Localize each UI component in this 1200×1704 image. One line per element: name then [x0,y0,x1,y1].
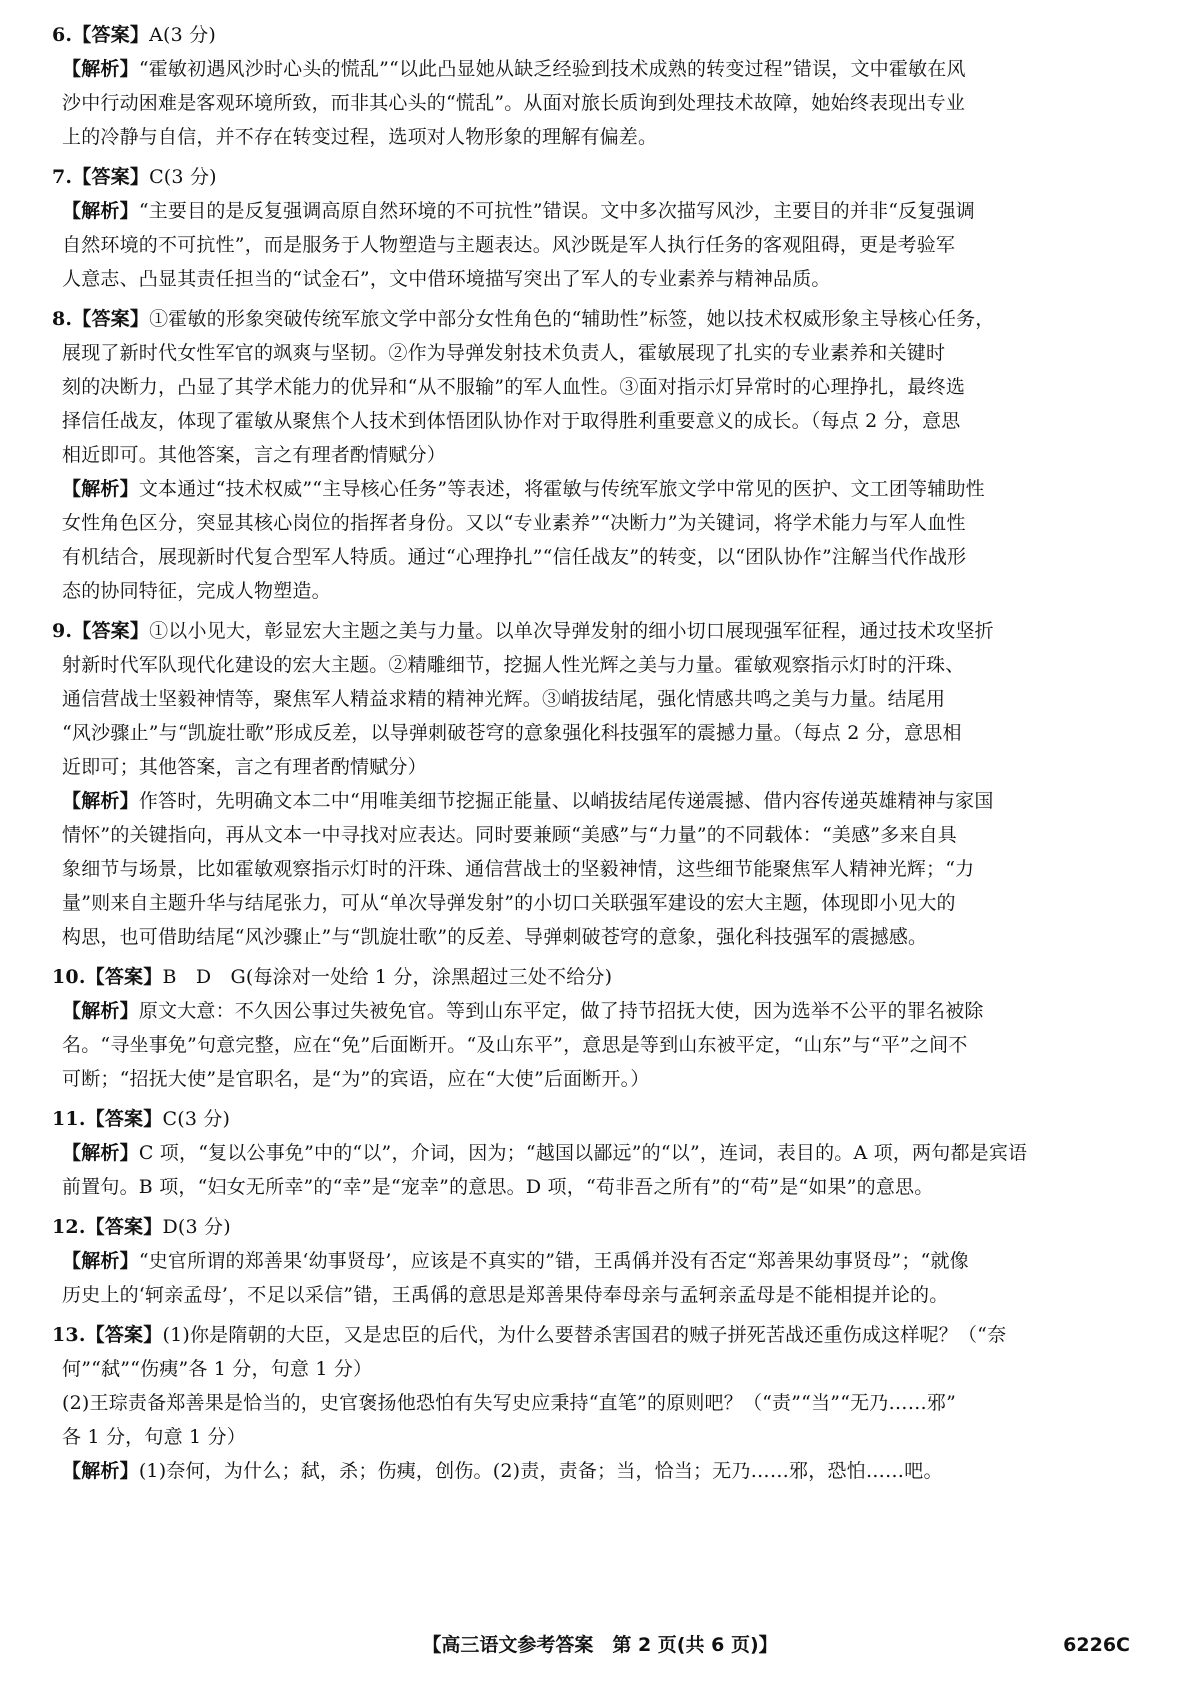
answer-text: (1)你是隋朝的大臣，又是忠臣的后代，为什么要替杀害国君的贼子拼死苦战还重伤成这样呢？（“奈 [162,1324,1007,1346]
answer-tag: 【答案】 [72,166,150,188]
analysis-text: 可断；“招抚大使”是官职名，是“为”的宾语，应在“大使”后面断开。） [62,1068,650,1090]
analysis-text: 女性角色区分，突显其核心岗位的指挥者身份。又以“专业素养”“决断力”为关键词，将学术能力与军人血性 [62,512,966,534]
question-number: 8. [52,308,73,330]
question-number: 12. [52,1216,86,1238]
analysis-text: (1)奈何，为什么；弑，杀；伤痍，创伤。(2)责，责备；当，恰当；无乃……邪，恐怕……吧。 [138,1460,943,1482]
analysis-text: 作答时，先明确文本二中“用唯美细节挖掘正能量、以峭拔结尾传递震撼、借内容传递英雄精神与家国 [138,790,994,812]
answer-text: 相近即可。其他答案，言之有理者酌情赋分） [62,444,447,466]
question-number: 6. [52,24,73,46]
analysis-tag: 【解析】 [62,1460,139,1482]
analysis-text: “主要目的是反复强调高原自然环境的不可抗性”错误。文中多次描写风沙，主要目的并非“反复强调 [138,200,975,222]
question-item [52,614,1162,960]
question-item [52,960,1162,1102]
answer-text: 近即可；其他答案，言之有理者酌情赋分） [62,756,427,778]
question-number: 11. [52,1108,86,1130]
analysis-tag: 【解析】 [62,790,139,812]
footer-title: 【高三语文参考答案 第 2 页(共 6 页)】 [422,1634,778,1656]
answer-line [52,1420,1162,1454]
analysis-text: 象细节与场景，比如霍敏观察指示灯时的汗珠、通信营战士的坚毅神情，这些细节能聚焦军人精神光辉；“力 [62,858,975,880]
question-number: 9. [52,620,73,642]
item-gap [52,1488,1162,1494]
answer-tag: 【答案】 [85,1216,163,1238]
analysis-text: 量”则来自主题升华与结尾张力，可从“单次导弹发射”的小切口关联强军建设的宏大主题，体现即小见大的 [62,892,956,914]
answer-tag: 【答案】 [85,1324,163,1346]
analysis-text: 态的协同特征，完成人物塑造。 [62,580,331,602]
analysis-line [52,920,1162,954]
analysis-text: 上的冷静与自信，并不存在转变过程，选项对人物形象的理解有偏差。 [62,126,658,148]
answer-line-first [52,1102,1162,1136]
page-footer [0,1628,1200,1662]
analysis-text: 有机结合，展现新时代复合型军人特质。通过“心理挣扎”“信任战友”的转变，以“团队协作”注解当代作战形 [62,546,967,568]
answer-line-first [52,1210,1162,1244]
answer-page [52,18,1162,1618]
analysis-text: 文本通过“技术权威”“主导核心任务”等表述，将霍敏与传统军旅文学中常见的医护、文工团等辅助性 [138,478,985,500]
answer-text: 刻的决断力，凸显了其学术能力的优异和“从不服输”的军人血性。③面对指示灯异常时的心理挣扎，最终选 [62,376,966,398]
question-item [52,1210,1162,1318]
answer-line [52,370,1162,404]
analysis-text: “史官所谓的郑善果‘幼事贤母’，应该是不真实的”错，王禹偁并没有否定“郑善果幼事贤母”；“就像 [138,1250,969,1272]
analysis-line-first [52,1136,1162,1170]
analysis-text: 自然环境的不可抗性”，而是服务于人物塑造与主题表达。风沙既是军人执行任务的客观阻碍，更是考验军 [62,234,956,256]
answer-text: B D G(每涂对一处给 1 分，涂黑超过三处不给分) [162,966,613,988]
analysis-line [52,1028,1162,1062]
answer-text: 何”“弑”“伤痍”各 1 分，句意 1 分） [62,1358,373,1380]
answer-text: 展现了新时代女性军官的飒爽与坚韧。②作为导弹发射技术负责人，霍敏展现了扎实的专业素养和关键时 [62,342,946,364]
analysis-text: 原文大意：不久因公事过失被免官。等到山东平定，做了持节招抚大使，因为选举不公平的罪名被除 [138,1000,984,1022]
analysis-line [52,818,1162,852]
analysis-text: 前置句。B 项，“妇女无所幸”的“幸”是“宠幸”的意思。D 项，“苟非吾之所有”的“苟”是“如果”的意思。 [62,1176,934,1198]
analysis-line [52,262,1162,296]
answer-text: 各 1 分，句意 1 分） [62,1426,246,1448]
analysis-line [52,120,1162,154]
answer-line [52,716,1162,750]
analysis-line-first [52,994,1162,1028]
analysis-line [52,886,1162,920]
answer-text: C(3 分) [162,1108,231,1130]
answer-line [52,1386,1162,1420]
answer-tag: 【答案】 [72,24,150,46]
question-item [52,1318,1162,1494]
analysis-line-first [52,1454,1162,1488]
analysis-tag: 【解析】 [62,1142,139,1164]
analysis-line [52,86,1162,120]
answer-tag: 【答案】 [85,966,163,988]
analysis-tag: 【解析】 [62,478,139,500]
question-number: 13. [52,1324,86,1346]
analysis-line [52,228,1162,262]
answer-line [52,336,1162,370]
answer-text: ①霍敏的形象突破传统军旅文学中部分女性角色的“辅助性”标签，她以技术权威形象主导核心任务， [149,308,995,330]
analysis-line [52,1170,1162,1204]
answer-text: ①以小见大，彰显宏大主题之美与力量。以单次导弹发射的细小切口展现强军征程，通过技术攻坚折 [149,620,994,642]
analysis-text: 历史上的‘轲亲孟母’，不足以采信”错，王禹偁的意思是郑善果侍奉母亲与孟轲亲孟母是不能相提并论的。 [62,1284,949,1306]
analysis-text: 构思，也可借助结尾“风沙骤止”与“凯旋壮歌”的反差、导弹刺破苍穹的意象，强化科技强军的震撼感。 [62,926,928,948]
answer-tag: 【答案】 [72,620,150,642]
analysis-line [52,506,1162,540]
analysis-text: C 项，“复以公事免”中的“以”，介词，因为；“越国以鄙远”的“以”，连词，表目的。A 项，两句都是宾语 [138,1142,1028,1164]
analysis-text: “霍敏初遇风沙时心头的慌乱”“以此凸显她从缺乏经验到技术成熟的转变过程”错误，文中霍敏在风 [138,58,966,80]
analysis-line-first [52,194,1162,228]
question-item [52,302,1162,614]
answer-line [52,438,1162,472]
answer-text: “风沙骤止”与“凯旋壮歌”形成反差，以导弹刺破苍穹的意象强化科技强军的震撼力量。（每点 2 分，意思相 [62,722,962,744]
answer-tag: 【答案】 [72,308,150,330]
analysis-line [52,1278,1162,1312]
footer-code: 6226C [1063,1634,1130,1656]
analysis-line [52,540,1162,574]
answer-line-first [52,1318,1162,1352]
analysis-line-first [52,472,1162,506]
analysis-tag: 【解析】 [62,1000,139,1022]
analysis-text: 人意志、凸显其责任担当的“试金石”，文中借环境描写突出了军人的专业素养与精神品质。 [62,268,831,290]
question-item [52,1102,1162,1210]
answer-text: 通信营战士坚毅神情等，聚焦军人精益求精的精神光辉。③峭拔结尾，强化情感共鸣之美与力量。结尾用 [62,688,946,710]
answer-line [52,750,1162,784]
question-number: 10. [52,966,86,988]
answer-line [52,682,1162,716]
analysis-line-first [52,784,1162,818]
answer-line-first [52,160,1162,194]
answer-text: 择信任战友，体现了霍敏从聚焦个人技术到体悟团队协作对于取得胜利重要意义的成长。（每点 2 分，意思 [62,410,961,432]
analysis-text: 沙中行动困难是客观环境所致，而非其心头的“慌乱”。从面对旅长质询到处理技术故障，她始终表现出专业 [62,92,966,114]
question-number: 7. [52,166,73,188]
analysis-tag: 【解析】 [62,200,139,222]
answer-tag: 【答案】 [85,1108,163,1130]
answer-text: D(3 分) [162,1216,231,1238]
analysis-text: 情怀”的关键指向，再从文本一中寻找对应表达。同时要兼顾“美感”与“力量”的不同载体：“美感”多来自具 [62,824,957,846]
answer-line-first [52,18,1162,52]
answer-line [52,404,1162,438]
analysis-tag: 【解析】 [62,1250,139,1272]
analysis-line [52,852,1162,886]
analysis-tag: 【解析】 [62,58,139,80]
answer-line-first [52,302,1162,336]
answer-text: C(3 分) [149,166,217,188]
answer-line [52,1352,1162,1386]
answer-line [52,648,1162,682]
question-item [52,160,1162,302]
answer-text: A(3 分) [149,24,216,46]
question-item [52,18,1162,160]
answer-line-first [52,614,1162,648]
analysis-line-first [52,52,1162,86]
answer-text: 射新时代军队现代化建设的宏大主题。②精雕细节，挖掘人性光辉之美与力量。霍敏观察指示灯时的汗珠、 [62,654,965,676]
answer-text: (2)王琮责备郑善果是恰当的，史官褒扬他恐怕有失写史应秉持“直笔”的原则吧？（“责”“当”“无乃……邪” [62,1392,957,1414]
answer-line-first [52,960,1162,994]
analysis-line [52,1062,1162,1096]
analysis-line-first [52,1244,1162,1278]
analysis-text: 名。“寻坐事免”句意完整，应在“免”后面断开。“及山东平”，意思是等到山东被平定，“山东”与“平”之间不 [62,1034,968,1056]
analysis-line [52,574,1162,608]
